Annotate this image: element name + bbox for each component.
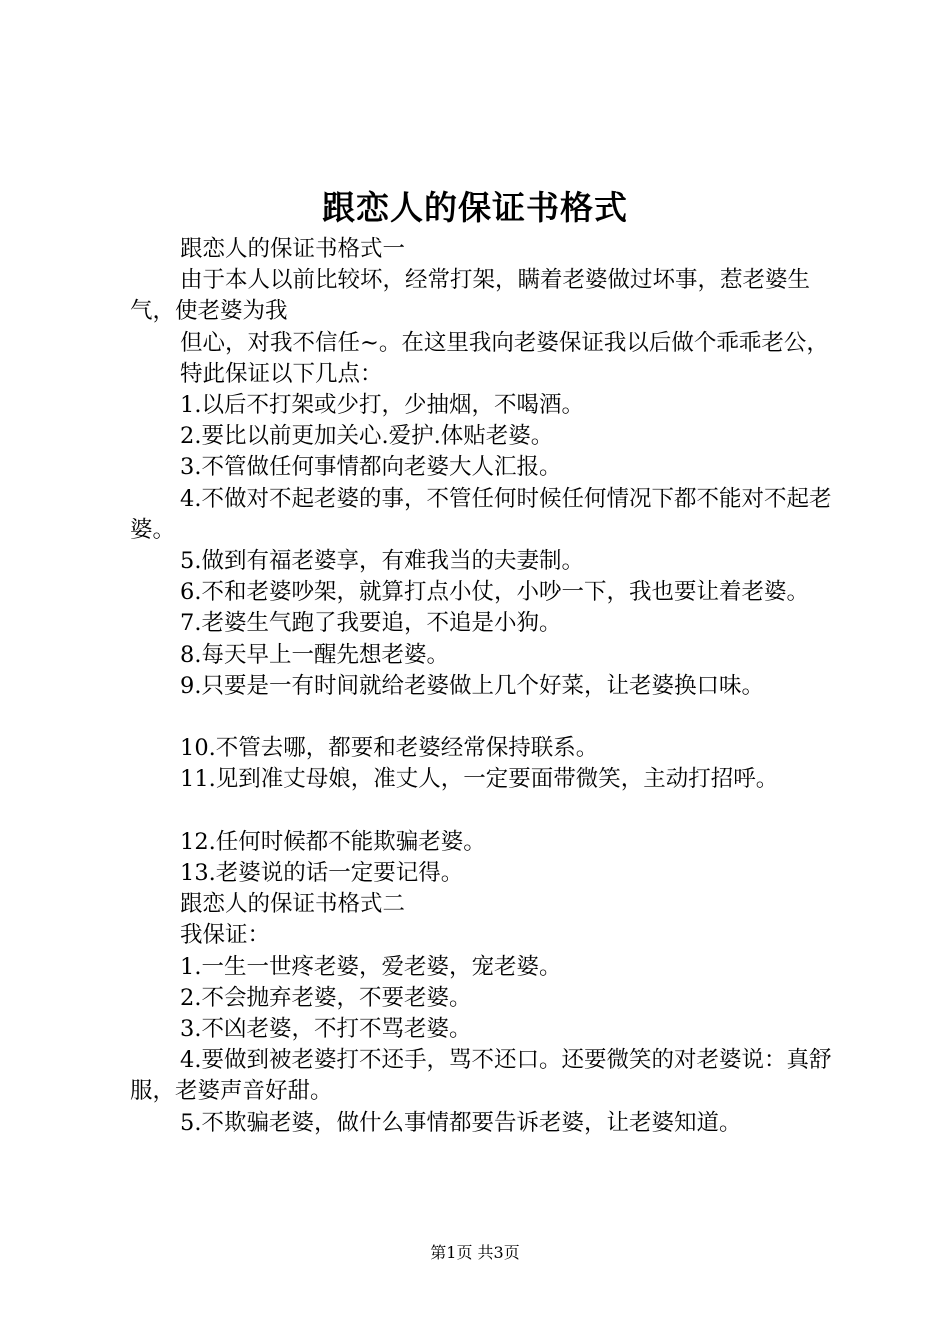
list-item: 1.以后不打架或少打，少抽烟，不喝酒。: [180, 392, 584, 419]
blank-line: [130, 702, 850, 733]
list-item: 3.不凶老婆，不打不骂老婆。: [180, 1016, 472, 1043]
paragraph: 但心，对我不信任~。在这里我向老婆保证我以后做个乖乖老公，: [180, 329, 829, 356]
list-item: 5.不欺骗老婆，做什么事情都要告诉老婆，让老婆知道。: [180, 1109, 742, 1136]
document-title: 跟恋人的保证书格式: [322, 188, 628, 227]
list-item: 1.一生一世疼老婆，爱老婆，宠老婆。: [180, 953, 562, 980]
list-item: 8.每天早上一醒先想老婆。: [180, 641, 449, 668]
list-item: 7.老婆生气跑了我要追，不追是小狗。: [180, 610, 562, 637]
list-item: 9.只要是一有时间就给老婆做上几个好菜，让老婆换口味。: [180, 672, 764, 699]
list-item: 10.不管去哪，都要和老婆经常保持联系。: [180, 735, 599, 762]
list-item: 2.要比以前更加关心.爱护.体贴老婆。: [180, 423, 554, 450]
list-item: 5.做到有福老婆享，有难我当的夫妻制。: [180, 548, 584, 575]
paragraph: 由于本人以前比较坏，经常打架，瞒着老婆做过坏事，惹老婆生气，使老婆为我: [130, 267, 811, 325]
page-footer: 第1页 共3页: [430, 1243, 520, 1262]
paragraph: 我保证：: [180, 922, 271, 949]
list-item: 6.不和老婆吵架，就算打点小仗，小吵一下，我也要让着老婆。: [180, 579, 809, 606]
list-item: 3.不管做任何事情都向老婆大人汇报。: [180, 454, 562, 481]
section-heading-2: 跟恋人的保证书格式二: [180, 891, 406, 918]
list-item: 2.不会抛弃老婆，不要老婆。: [180, 984, 472, 1011]
paragraph: 特此保证以下几点：: [180, 360, 383, 387]
section-heading-1: 跟恋人的保证书格式一: [180, 236, 406, 262]
document-body: [130, 234, 850, 1139]
list-item: 13.老婆说的话一定要记得。: [180, 860, 464, 887]
blank-line: [130, 796, 850, 827]
list-item: 4.要做到被老婆打不还手，骂不还口。还要微笑的对老婆说：真舒服，老婆声音好甜。: [130, 1047, 832, 1105]
list-item: 11.见到准丈母娘，准丈人，一定要面带微笑，主动打招呼。: [180, 766, 779, 793]
list-item: 12.任何时候都不能欺骗老婆。: [180, 828, 486, 855]
list-item: 4.不做对不起老婆的事，不管任何时候任何情况下都不能对不起老婆。: [130, 485, 832, 543]
